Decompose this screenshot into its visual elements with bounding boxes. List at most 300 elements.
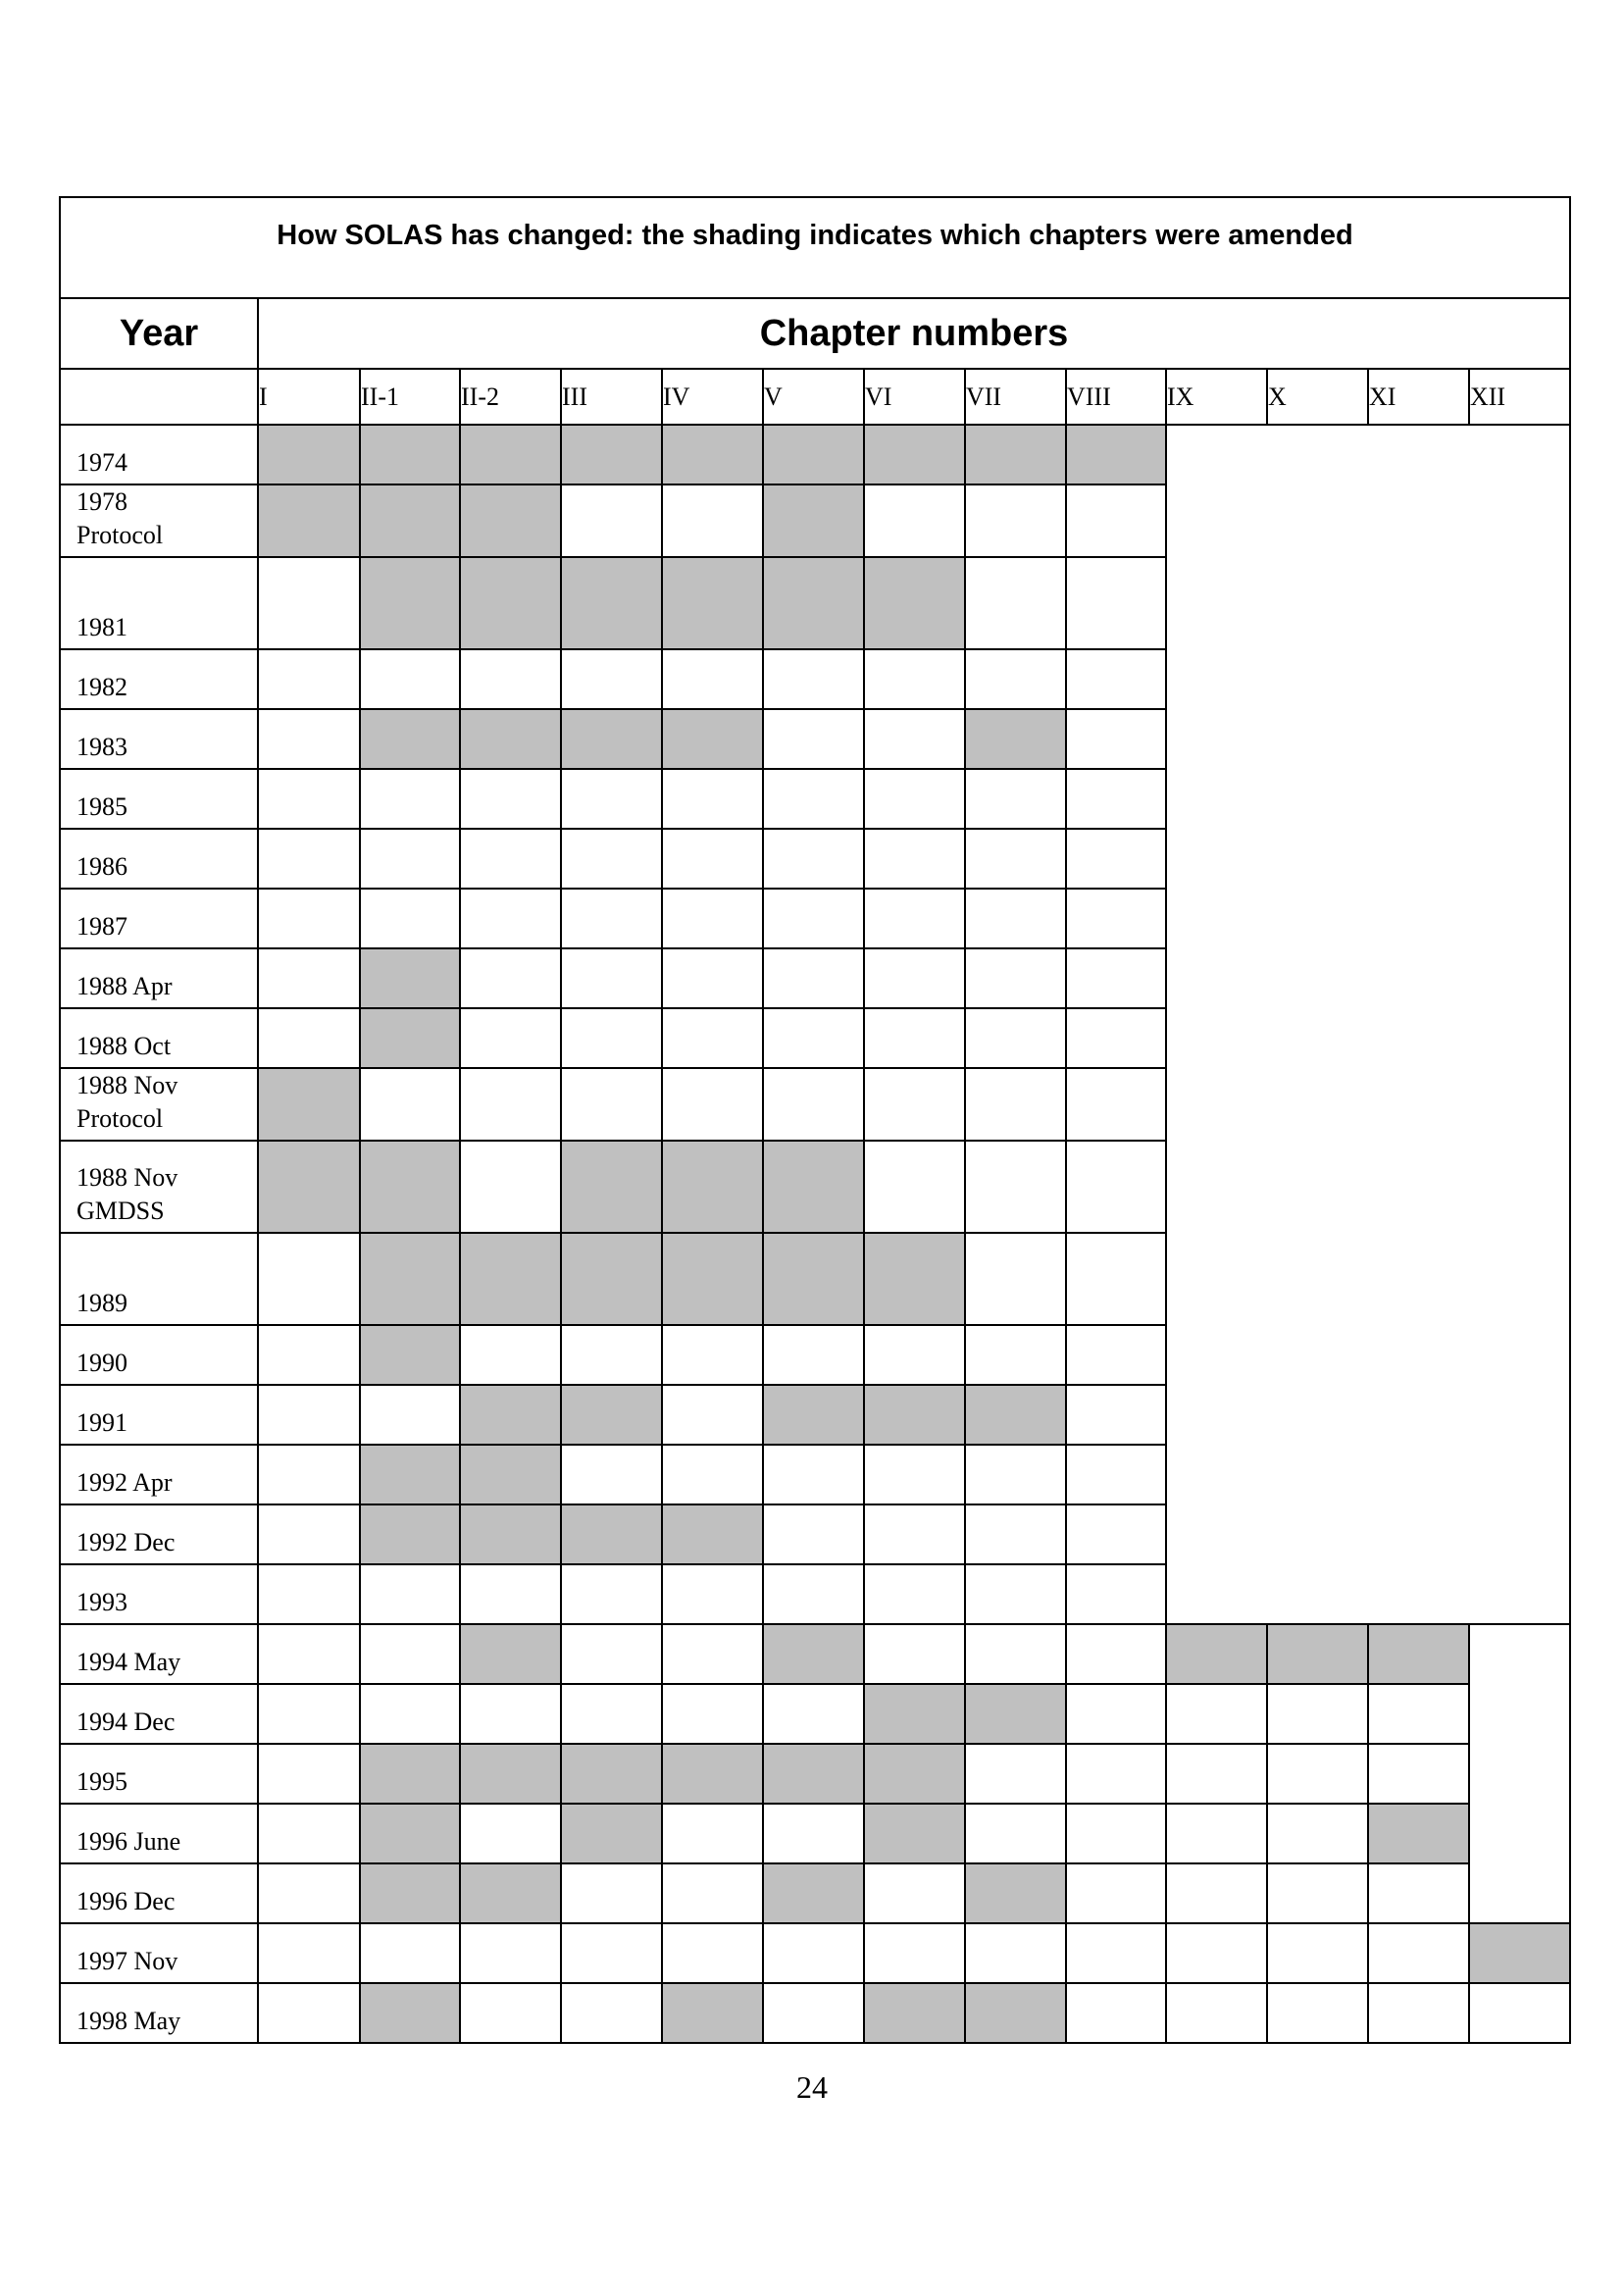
amendment-cell-vii [965,1804,1066,1863]
not-applicable-area [1166,709,1570,769]
amendment-cell-ii-2 [460,484,561,557]
year-cell [60,1684,258,1744]
amendment-cell-ii-1 [360,1744,460,1804]
amendment-cell-v [763,557,864,649]
amendment-cell-vii [965,1983,1066,2043]
amendment-cell-iii [561,1325,662,1385]
amendment-cell-iv [662,1233,763,1325]
amendment-cell-iv [662,829,763,889]
table-row [60,1325,1570,1385]
amendment-cell-ii-1 [360,425,460,484]
table-row [60,1141,1570,1233]
amendment-cell-ii-2 [460,1008,561,1068]
amendment-cell-ii-2 [460,1983,561,2043]
amendment-cell-iv [662,1068,763,1141]
table-row [60,1624,1570,1684]
amendment-cell-vi [864,1325,965,1385]
solas-amendments-table [59,196,1571,2044]
amendment-cell-ii-2 [460,1624,561,1684]
amendment-cell-iv [662,709,763,769]
amendment-cell-iii [561,1068,662,1141]
amendment-cell-ix [1166,1863,1267,1923]
amendment-cell-v [763,1008,864,1068]
amendment-cell-viii [1066,769,1166,829]
table-row [60,1863,1570,1923]
amendment-cell-v [763,1233,864,1325]
year-cell [60,889,258,948]
amendment-cell-ii-1 [360,1068,460,1141]
amendment-cell-iv [662,1385,763,1445]
not-applicable-area [1469,1744,1570,1804]
amendment-cell-iv [662,1445,763,1504]
amendment-cell-iv [662,1804,763,1863]
amendment-cell-vi [864,1684,965,1744]
amendment-cell-ii-2 [460,1564,561,1624]
amendment-cell-ii-1 [360,1141,460,1233]
amendment-cell-vi [864,1863,965,1923]
amendment-cell-vii [965,709,1066,769]
amendment-cell-iv [662,889,763,948]
amendment-cell-ii-2 [460,709,561,769]
chapter-x-label: X [1267,369,1368,425]
amendment-cell-ii-1 [360,484,460,557]
year-label: 1983 [76,733,127,761]
amendment-cell-iii [561,1923,662,1983]
amendment-cell-ii-1 [360,1624,460,1684]
year-cell [60,709,258,769]
amendment-cell-ii-2 [460,1233,561,1325]
amendment-cell-ii-2 [460,1141,561,1233]
not-applicable-area [1166,1325,1570,1385]
amendment-cell-iii [561,889,662,948]
amendment-cell-iv [662,557,763,649]
not-applicable-area [1469,1804,1570,1863]
year-label: 1992 Apr [76,1468,173,1497]
chapter-i-label: I [258,369,360,425]
amendment-cell-ii-1 [360,1684,460,1744]
amendment-cell-i [258,1684,360,1744]
amendment-cell-xii [1469,1983,1570,2043]
amendment-cell-iii [561,1863,662,1923]
amendment-cell-v [763,1068,864,1141]
not-applicable-area [1166,1564,1570,1624]
amendment-cell-ii-1 [360,1233,460,1325]
amendment-cell-vi [864,649,965,709]
amendment-cell-iii [561,1624,662,1684]
year-label: 1982 [76,673,127,701]
amendment-cell-v [763,425,864,484]
year-cell [60,1445,258,1504]
amendment-cell-vi [864,1233,965,1325]
amendment-cell-i [258,948,360,1008]
amendment-cell-viii [1066,484,1166,557]
amendment-cell-i [258,1325,360,1385]
amendment-cell-ii-1 [360,709,460,769]
amendment-cell-iii [561,1141,662,1233]
amendment-cell-vi [864,1804,965,1863]
not-applicable-area [1166,889,1570,948]
amendment-cell-iii [561,557,662,649]
amendment-cell-ix [1166,1624,1267,1684]
amendment-cell-vi [864,1504,965,1564]
chapter-xii-label: XII [1469,369,1570,425]
amendment-cell-viii [1066,1445,1166,1504]
not-applicable-area [1166,1233,1570,1325]
amendment-cell-ii-2 [460,1325,561,1385]
not-applicable-area [1469,1863,1570,1923]
amendment-cell-ii-2 [460,1068,561,1141]
not-applicable-area [1166,649,1570,709]
chapters-header: Chapter numbers [258,298,1570,369]
year-label: 1987 [76,912,127,941]
table-row [60,769,1570,829]
amendment-cell-xi [1368,1983,1469,2043]
chapter-xi-label: XI [1368,369,1469,425]
table-row [60,649,1570,709]
year-cell [60,1744,258,1804]
amendment-cell-iii [561,1385,662,1445]
amendment-cell-ii-1 [360,1385,460,1445]
amendment-cell-iii [561,1564,662,1624]
amendment-cell-ii-2 [460,1804,561,1863]
table-row [60,1233,1570,1325]
amendment-cell-vi [864,709,965,769]
amendment-cell-v [763,1983,864,2043]
amendment-cell-v [763,1564,864,1624]
amendment-cell-iii [561,425,662,484]
amendment-cell-i [258,769,360,829]
amendment-cell-v [763,1385,864,1445]
year-label: 1998 May [76,2007,181,2035]
amendment-cell-i [258,1923,360,1983]
year-label: Protocol [76,521,164,549]
year-cell [60,557,258,649]
amendment-cell-iii [561,484,662,557]
year-cell [60,769,258,829]
amendment-cell-i [258,709,360,769]
amendment-cell-v [763,709,864,769]
amendment-cell-ii-2 [460,1923,561,1983]
amendment-cell-i [258,425,360,484]
amendment-cell-iv [662,1744,763,1804]
table-row [60,1008,1570,1068]
amendment-cell-iv [662,948,763,1008]
page-number: 24 [796,2069,828,2105]
table-row [60,889,1570,948]
amendment-cell-x [1267,1923,1368,1983]
amendment-cell-xi [1368,1863,1469,1923]
amendment-cell-i [258,1804,360,1863]
amendment-cell-ii-2 [460,1863,561,1923]
amendment-cell-viii [1066,1684,1166,1744]
amendment-cell-iii [561,769,662,829]
amendment-cell-i [258,1863,360,1923]
amendment-cell-xi [1368,1804,1469,1863]
year-label: 1981 [76,613,127,641]
amendment-cell-iv [662,1564,763,1624]
amendment-cell-iii [561,1008,662,1068]
year-label: 1994 Dec [76,1708,176,1736]
amendment-cell-i [258,1008,360,1068]
table-row [60,1504,1570,1564]
table-row [60,425,1570,484]
amendment-cell-i [258,649,360,709]
year-label: 1978 [76,487,127,516]
amendment-cell-x [1267,1624,1368,1684]
not-applicable-area [1166,1385,1570,1445]
amendment-cell-iv [662,1923,763,1983]
amendment-cell-ii-2 [460,425,561,484]
year-cell [60,1233,258,1325]
amendment-cell-ii-1 [360,1983,460,2043]
amendment-cell-viii [1066,1068,1166,1141]
amendment-cell-vii [965,1863,1066,1923]
amendment-cell-ii-2 [460,1445,561,1504]
chapter-vi-label: VI [864,369,965,425]
amendment-cell-v [763,1863,864,1923]
chapter-iii-label: III [561,369,662,425]
amendment-cell-x [1267,1684,1368,1744]
not-applicable-area [1166,829,1570,889]
amendment-cell-ii-2 [460,1744,561,1804]
amendment-cell-x [1267,1863,1368,1923]
table-row [60,1445,1570,1504]
table-row [60,1744,1570,1804]
amendment-cell-vii [965,1744,1066,1804]
amendment-cell-vi [864,1385,965,1445]
amendment-cell-iii [561,649,662,709]
amendment-cell-v [763,1624,864,1684]
year-cell [60,1325,258,1385]
amendment-cell-iv [662,1624,763,1684]
not-applicable-area [1166,1141,1570,1233]
year-cell [60,829,258,889]
table-row [60,1385,1570,1445]
year-label: 1985 [76,792,127,821]
table-row [60,1564,1570,1624]
amendment-cell-vi [864,1624,965,1684]
year-cell [60,484,258,557]
year-label: 1988 Nov [76,1163,178,1192]
amendment-cell-iv [662,1684,763,1744]
table-row [60,1684,1570,1744]
year-label: 1974 [76,448,127,477]
year-label: 1996 June [76,1827,181,1856]
amendment-cell-viii [1066,829,1166,889]
amendment-cell-iii [561,948,662,1008]
amendment-cell-viii [1066,948,1166,1008]
amendment-cell-vi [864,1983,965,2043]
year-label: 1996 Dec [76,1887,176,1915]
amendment-cell-xi [1368,1624,1469,1684]
amendment-cell-vii [965,1564,1066,1624]
amendment-cell-iv [662,484,763,557]
year-cell [60,1624,258,1684]
amendment-cell-ii-1 [360,948,460,1008]
amendment-cell-ix [1166,1923,1267,1983]
amendment-cell-iv [662,649,763,709]
amendment-cell-i [258,1385,360,1445]
amendment-cell-ii-1 [360,1325,460,1385]
amendment-cell-iii [561,1504,662,1564]
amendment-cell-iii [561,1804,662,1863]
amendment-cell-viii [1066,425,1166,484]
amendment-cell-ii-2 [460,889,561,948]
amendment-cell-iii [561,1684,662,1744]
amendment-cell-vii [965,889,1066,948]
amendment-cell-iii [561,1983,662,2043]
amendment-cell-ii-1 [360,829,460,889]
chapter-numbers-row [60,369,1570,425]
amendment-cell-v [763,1804,864,1863]
amendment-cell-v [763,948,864,1008]
year-label: GMDSS [76,1197,165,1225]
amendment-cell-vi [864,769,965,829]
year-label: 1994 May [76,1648,181,1676]
amendment-cell-viii [1066,1385,1166,1445]
amendment-cell-ii-1 [360,649,460,709]
amendment-cell-vi [864,425,965,484]
amendment-cell-iii [561,1744,662,1804]
amendment-cell-v [763,649,864,709]
chapter-v-label: V [763,369,864,425]
year-cell [60,1141,258,1233]
not-applicable-area [1166,769,1570,829]
amendment-cell-i [258,889,360,948]
amendment-cell-i [258,829,360,889]
amendment-cell-vii [965,1008,1066,1068]
year-cell [60,649,258,709]
amendment-cell-ii-2 [460,557,561,649]
amendment-cell-vii [965,769,1066,829]
year-label: 1993 [76,1588,127,1616]
year-cell [60,1008,258,1068]
amendment-cell-vi [864,1141,965,1233]
amendment-cell-iii [561,1445,662,1504]
table-row [60,829,1570,889]
amendment-cell-viii [1066,1141,1166,1233]
amendment-cell-i [258,1624,360,1684]
chapter-ix-label: IX [1166,369,1267,425]
year-label: 1988 Nov [76,1071,178,1099]
amendment-cell-ii-2 [460,948,561,1008]
amendment-cell-v [763,1744,864,1804]
amendment-cell-vi [864,1068,965,1141]
amendment-cell-viii [1066,1008,1166,1068]
amendment-cell-iv [662,425,763,484]
year-cell [60,1923,258,1983]
amendment-cell-vii [965,425,1066,484]
year-label: Protocol [76,1104,164,1133]
amendment-cell-v [763,889,864,948]
amendment-cell-ix [1166,1744,1267,1804]
header-row [60,298,1570,369]
amendment-cell-xi [1368,1684,1469,1744]
amendment-cell-i [258,1983,360,2043]
amendment-cell-vii [965,948,1066,1008]
table-row [60,948,1570,1008]
not-applicable-area [1166,948,1570,1008]
amendment-cell-vi [864,484,965,557]
year-label: 1988 Oct [76,1032,172,1060]
amendment-cell-ii-1 [360,557,460,649]
not-applicable-area [1166,1068,1570,1141]
amendment-cell-vi [864,948,965,1008]
amendment-cell-i [258,1564,360,1624]
amendment-cell-viii [1066,1863,1166,1923]
amendment-cell-ix [1166,1983,1267,2043]
amendment-cell-ii-1 [360,1445,460,1504]
amendment-cell-x [1267,1804,1368,1863]
amendment-cell-vii [965,1504,1066,1564]
caption-text: How SOLAS has changed: the shading indicates which chapters were amended [277,220,1353,251]
amendment-cell-viii [1066,1804,1166,1863]
not-applicable-area [1166,1445,1570,1504]
amendment-cell-vii [965,1141,1066,1233]
year-cell [60,1504,258,1564]
amendment-cell-v [763,1141,864,1233]
amendment-cell-vii [965,484,1066,557]
year-label: 1991 [76,1408,127,1437]
amendment-cell-viii [1066,1325,1166,1385]
chapter-viii-label: VIII [1066,369,1166,425]
not-applicable-area [1166,484,1570,557]
amendment-cell-vii [965,1624,1066,1684]
not-applicable-area [1469,1624,1570,1684]
caption-row [60,197,1570,298]
amendment-cell-viii [1066,1504,1166,1564]
not-applicable-area [1166,1504,1570,1564]
amendment-cell-ii-1 [360,889,460,948]
amendment-cell-ix [1166,1804,1267,1863]
amendment-cell-ii-1 [360,1008,460,1068]
amendment-cell-v [763,1684,864,1744]
amendment-cell-ii-2 [460,1504,561,1564]
amendment-cell-viii [1066,1923,1166,1983]
amendment-cell-vi [864,1008,965,1068]
amendment-cell-i [258,484,360,557]
chapter-ii-1-label: II-1 [360,369,460,425]
year-cell [60,948,258,1008]
amendment-cell-vi [864,889,965,948]
chapter-iv-label: IV [662,369,763,425]
amendment-cell-iv [662,1008,763,1068]
year-cell [60,1863,258,1923]
year-cell [60,1804,258,1863]
amendment-cell-vii [965,1068,1066,1141]
amendment-cell-vi [864,1564,965,1624]
amendment-cell-i [258,1141,360,1233]
year-header: Year [60,298,258,369]
amendment-cell-vii [965,829,1066,889]
amendment-cell-xi [1368,1923,1469,1983]
table-row [60,1983,1570,2043]
amendment-cell-viii [1066,1233,1166,1325]
amendment-cell-v [763,1445,864,1504]
year-cell [60,1385,258,1445]
amendment-cell-iv [662,769,763,829]
amendment-cell-viii [1066,709,1166,769]
amendment-cell-iv [662,1141,763,1233]
amendment-cell-ii-1 [360,1804,460,1863]
amendment-cell-vi [864,1923,965,1983]
amendment-cell-iii [561,709,662,769]
amendment-cell-vi [864,557,965,649]
amendment-cell-vii [965,1923,1066,1983]
table-caption [60,197,1570,298]
year-cell [60,1068,258,1141]
year-label: 1986 [76,852,127,881]
